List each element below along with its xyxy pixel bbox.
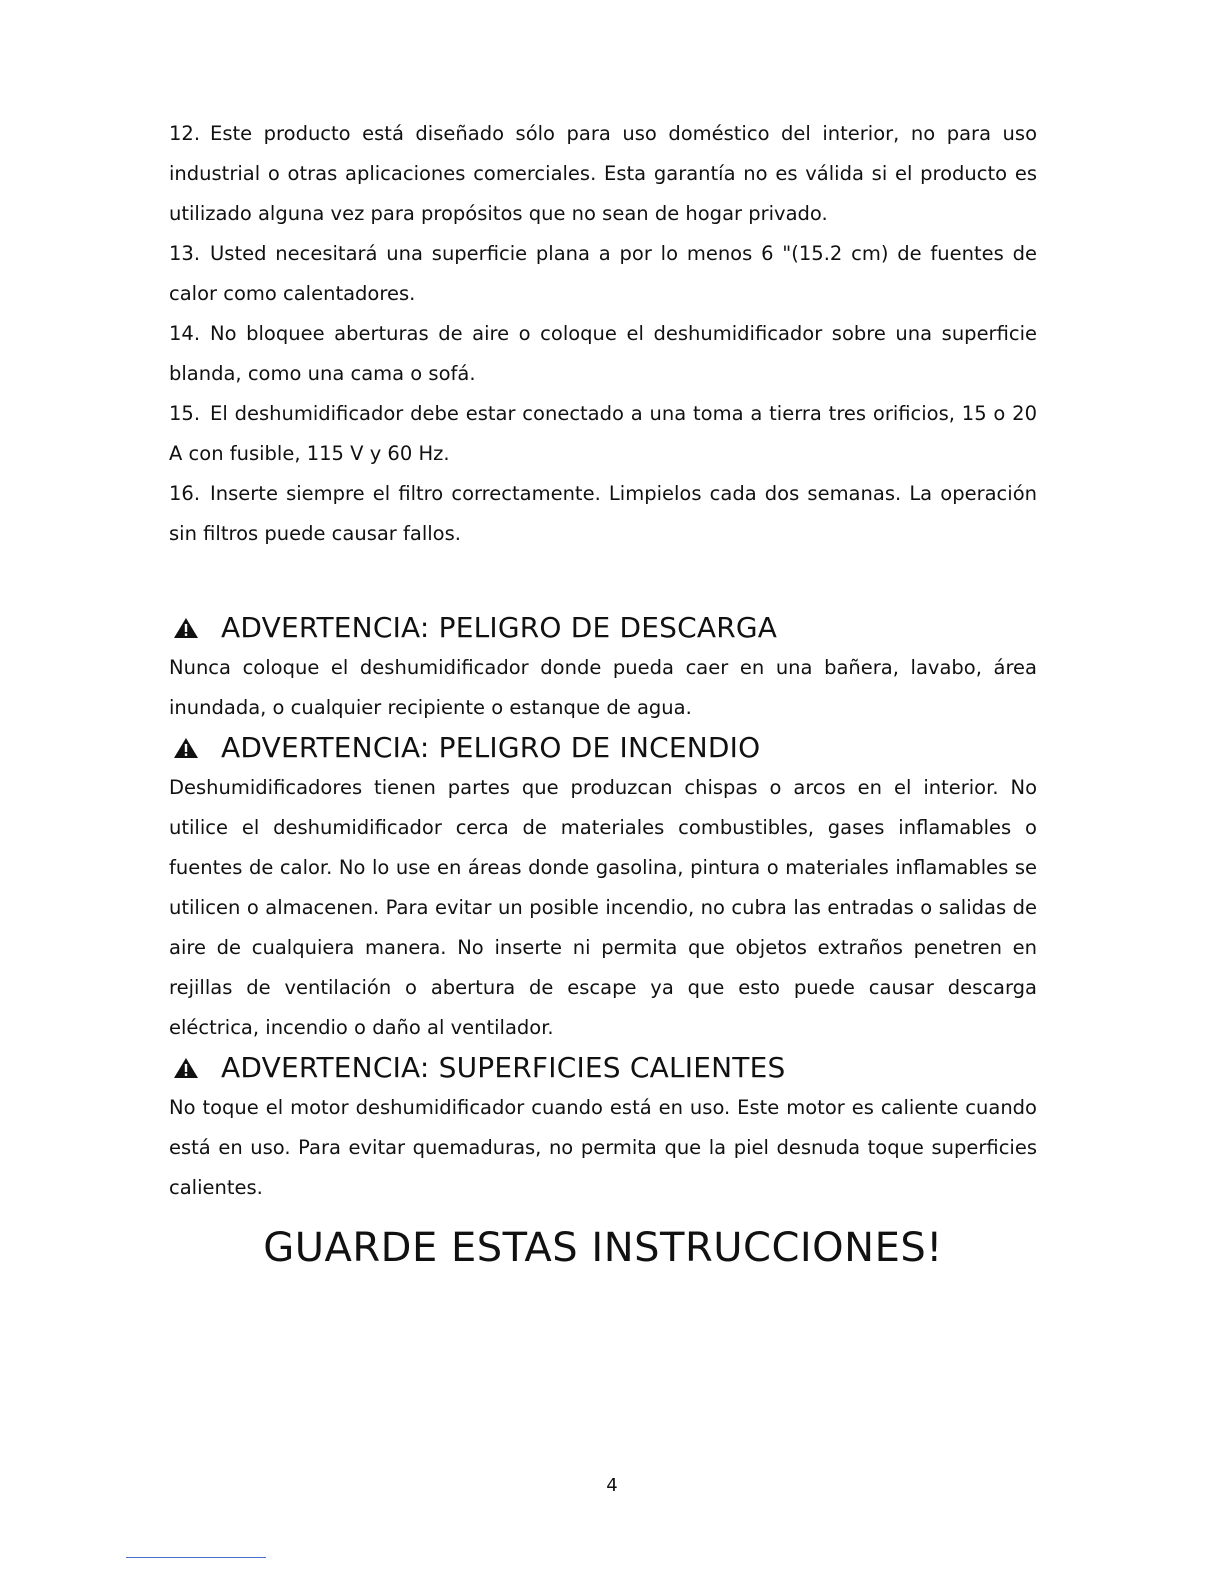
item-number: 14. <box>169 322 201 345</box>
item-text: Inserte siempre el filtro correctamente. Limpielos cada dos semanas. La operación sin filtros puede causar fallos. <box>169 482 1037 545</box>
item-number: 12. <box>169 122 201 145</box>
warning-text: Nunca coloque el deshumidificador donde pueda caer en una bañera, lavabo, área inundada, o cualquier recipiente o estanque de agua. <box>169 656 1037 719</box>
item-text: No bloquee aberturas de aire o coloque el deshumidificador sobre una superficie blanda, como una cama o sofá. <box>169 322 1037 385</box>
item-number: 16. <box>169 482 201 505</box>
warning-title: ADVERTENCIA: PELIGRO DE DESCARGA <box>221 611 778 644</box>
warning-heading-fire <box>169 728 1037 768</box>
closing-heading: GUARDE ESTAS INSTRUCCIONES! <box>263 1225 943 1271</box>
warning-title: ADVERTENCIA: SUPERFICIES CALIENTES <box>221 1051 786 1084</box>
item-number: 13. <box>169 242 201 265</box>
list-item <box>169 314 1037 394</box>
warning-triangle-icon <box>173 617 199 639</box>
warning-heading-shock <box>169 608 1037 648</box>
warning-text: No toque el motor deshumidificador cuando está en uso. Este motor es caliente cuando está en uso. Para evitar quemaduras, no permita que la piel desnuda toque superficies calientes. <box>169 1096 1037 1199</box>
list-item <box>169 474 1037 554</box>
warning-triangle-icon <box>173 737 199 759</box>
item-text: Usted necesitará una superficie plana a por lo menos 6 "(15.2 cm) de fuentes de calor como calentadores. <box>169 242 1037 305</box>
list-item <box>169 234 1037 314</box>
page-number: 4 <box>606 1475 618 1496</box>
warning-triangle-icon <box>173 1057 199 1079</box>
item-text: El deshumidificador debe estar conectado a una toma a tierra tres orificios, 15 o 20 A con fusible, 115 V y 60 Hz. <box>169 402 1037 465</box>
document-page <box>169 114 1037 1274</box>
warning-text: Deshumidificadores tienen partes que produzcan chispas o arcos en el interior. No utilice el deshumidificador cerca de materiales combustibles, gases inflamables o fuentes de calor. No lo use en áreas donde gasolina, pintura o materiales inflamables se utilicen o almacenen. Para evitar un posible incendio, no cubra las entradas o salidas de aire de cualquiera manera. No inserte ni permita que objetos extraños penetren en rejillas de ventilación o abertura de escape ya que esto puede causar descarga eléctrica, incendio o daño al ventilador. <box>169 776 1037 1039</box>
list-item <box>169 394 1037 474</box>
item-text: Este producto está diseñado sólo para uso doméstico del interior, no para uso industrial o otras aplicaciones comerciales. Esta garantía no es válida si el producto es utilizado alguna vez para propósitos que no sean de hogar privado. <box>169 122 1037 225</box>
list-item <box>169 114 1037 234</box>
footer-rule <box>126 1557 266 1558</box>
item-number: 15. <box>169 402 201 425</box>
warning-heading-hot-surfaces <box>169 1048 1037 1088</box>
warning-title: ADVERTENCIA: PELIGRO DE INCENDIO <box>221 731 761 764</box>
